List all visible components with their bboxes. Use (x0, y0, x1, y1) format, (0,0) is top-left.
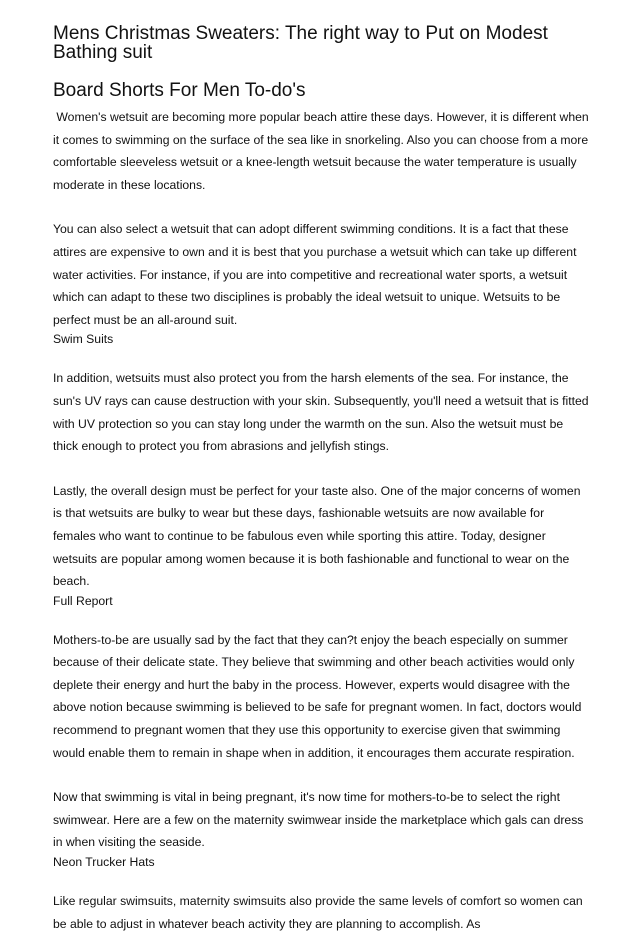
link-neon-trucker-hats[interactable]: Neon Trucker Hats (53, 855, 155, 870)
paragraph-5: Mothers-to-be are usually sad by the fact that they can?t enjoy the beach especially on summer because of their delicate state. They believe that swimming and other beach activities would only deplete their energy and hurt the baby in the process. However, experts would disagree with the above notion because swimming is believed to be safe for pregnant women. In fact, doctors would recommend to pregnant women that they use this opportunity to exercise given that swimming would enable them to remain in shape when in addition, it encourages them accurate respiration. (53, 632, 582, 760)
paragraph-4: Lastly, the overall design must be perfect for your taste also. One of the major concerns of women is that wetsuits are bulky to wear but these days, fashionable wetsuits are now available for females who want to continue to be fabulous even while sporting this attire. Today, designer wetsuits are popular among women because it is both fashionable and functional to wear on the beach. (53, 483, 581, 589)
paragraph-3: In addition, wetsuits must also protect you from the harsh elements of the sea. For instance, the sun's UV rays can cause destruction with your skin. Subsequently, you'll need a wetsuit that is fitted with UV protection so you can stay long under the warmth on the sun. Also the wetsuit must be thick enough to protect you from abrasions and jellyfish stings. (53, 371, 589, 454)
paragraph-gap (53, 609, 589, 629)
paragraph-gap (53, 347, 589, 367)
paragraph-gap (53, 196, 589, 218)
document-page (53, 23, 593, 935)
link-full-report[interactable]: Full Report (53, 593, 113, 608)
section-heading: Board Shorts For Men To-do's (53, 80, 306, 101)
paragraph-gap (53, 458, 589, 480)
paragraph-2: You can also select a wetsuit that can adopt different swimming conditions. It is a fact that these attires are expensive to own and it is best that you purchase a wetsuit which can take up different water activities. For instance, if you are into competitive and recreational water sports, a wetsuit which can adapt to these two disciplines is probably the ideal wetsuit to unique. Wetsuits to be perfect must be an all-around suit. (53, 222, 577, 327)
link-swim-suits[interactable]: Swim Suits (53, 332, 114, 347)
paragraph-gap (53, 870, 589, 890)
paragraph-6: Now that swimming is vital in being pregnant, it's now time for mothers-to-be to select the right swimwear. Here are a few on the maternity swimwear inside the marketplace which gals can dress in when visiting the seaside. (53, 790, 584, 850)
paragraph-7: Like regular swimsuits, maternity swimsuits also provide the same levels of comfort so women can be able to adjust in whatever beach activity they are planning to accomplish. As (53, 894, 583, 931)
paragraph-gap (53, 764, 589, 786)
paragraph-1: Women's wetsuit are becoming more popular beach attire these days. However, it is different when it comes to swimming on the surface of the sea like in snorkeling. Also you can choose from a more comfortable sleeveless wetsuit or a knee-length wetsuit because the water temperature is usually moderate in these locations. (53, 110, 593, 192)
document-title: Mens Christmas Sweaters: The right way to Put on Modest Bathing suit (53, 23, 548, 63)
